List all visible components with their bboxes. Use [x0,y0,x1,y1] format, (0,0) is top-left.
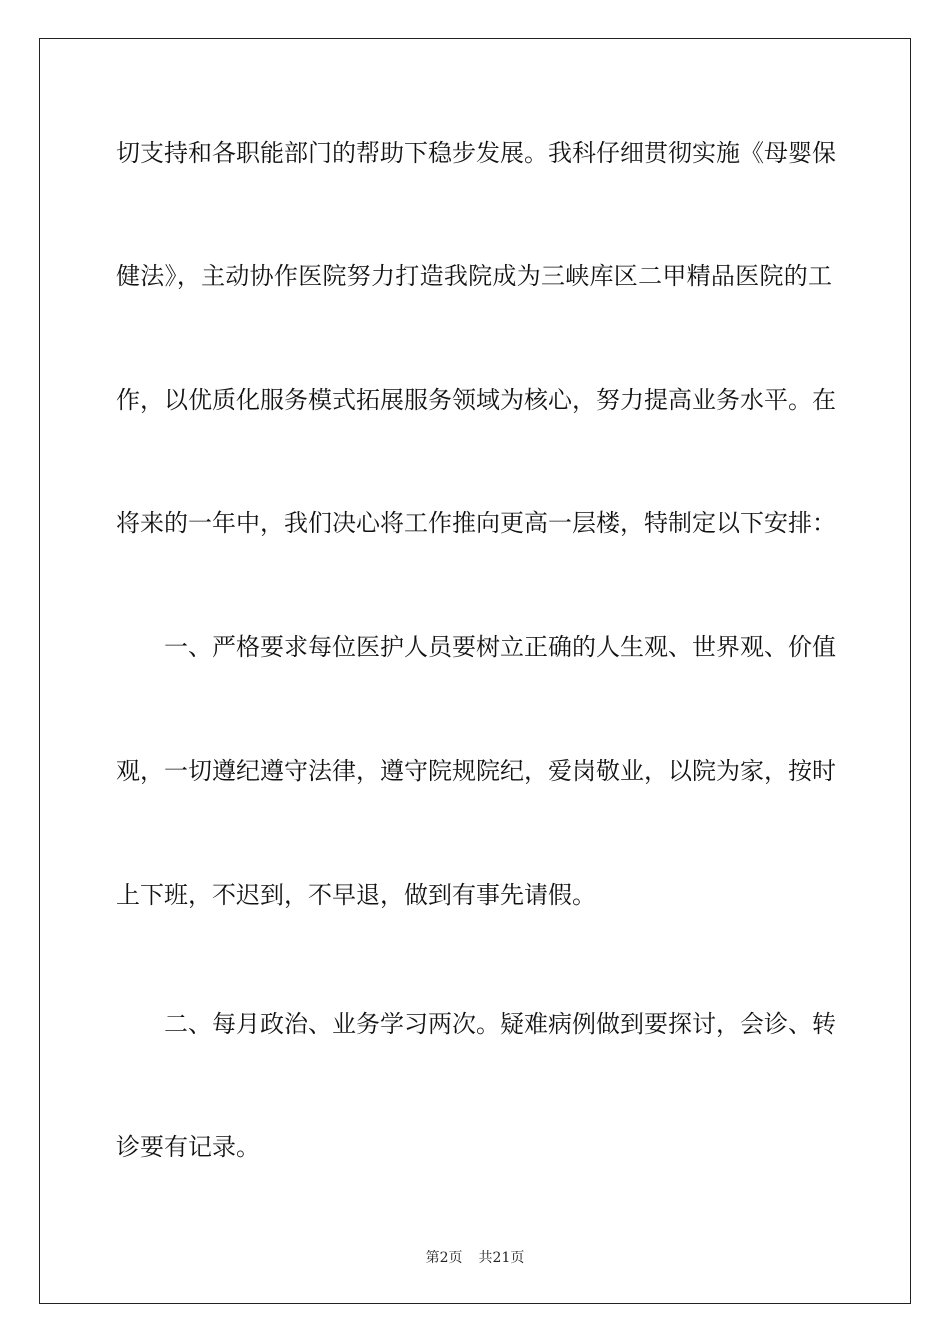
text-line-8: 二、每月政治、业务学习两次。疑难病例做到要探讨，会诊、转 [164,1010,836,1038]
page-footer [0,1247,950,1267]
text-line-1: 切支持和各职能部门的帮助下稳步发展。我科仔细贯彻实施《母婴保 [116,139,836,167]
page-number: 第2页 [425,1250,463,1266]
text-line-3: 作，以优质化服务模式拓展服务领域为核心，努力提高业务水平。在 [116,386,836,414]
text-line-6: 观，一切遵纪遵守法律，遵守院规院纪，爱岗敬业，以院为家，按时 [116,757,836,785]
text-line-4: 将来的一年中，我们决心将工作推向更高一层楼，特制定以下安排： [116,509,836,537]
text-line-9: 诊要有记录。 [116,1133,260,1161]
text-line-2: 健法》，主动协作医院努力打造我院成为三峡库区二甲精品医院的工 [116,262,832,290]
text-line-7: 上下班，不迟到，不早退，做到有事先请假。 [116,881,596,909]
text-line-5: 一、严格要求每位医护人员要树立正确的人生观、世界观、价值 [164,633,836,661]
page-border [39,38,911,1304]
page-total: 共21页 [478,1250,525,1266]
